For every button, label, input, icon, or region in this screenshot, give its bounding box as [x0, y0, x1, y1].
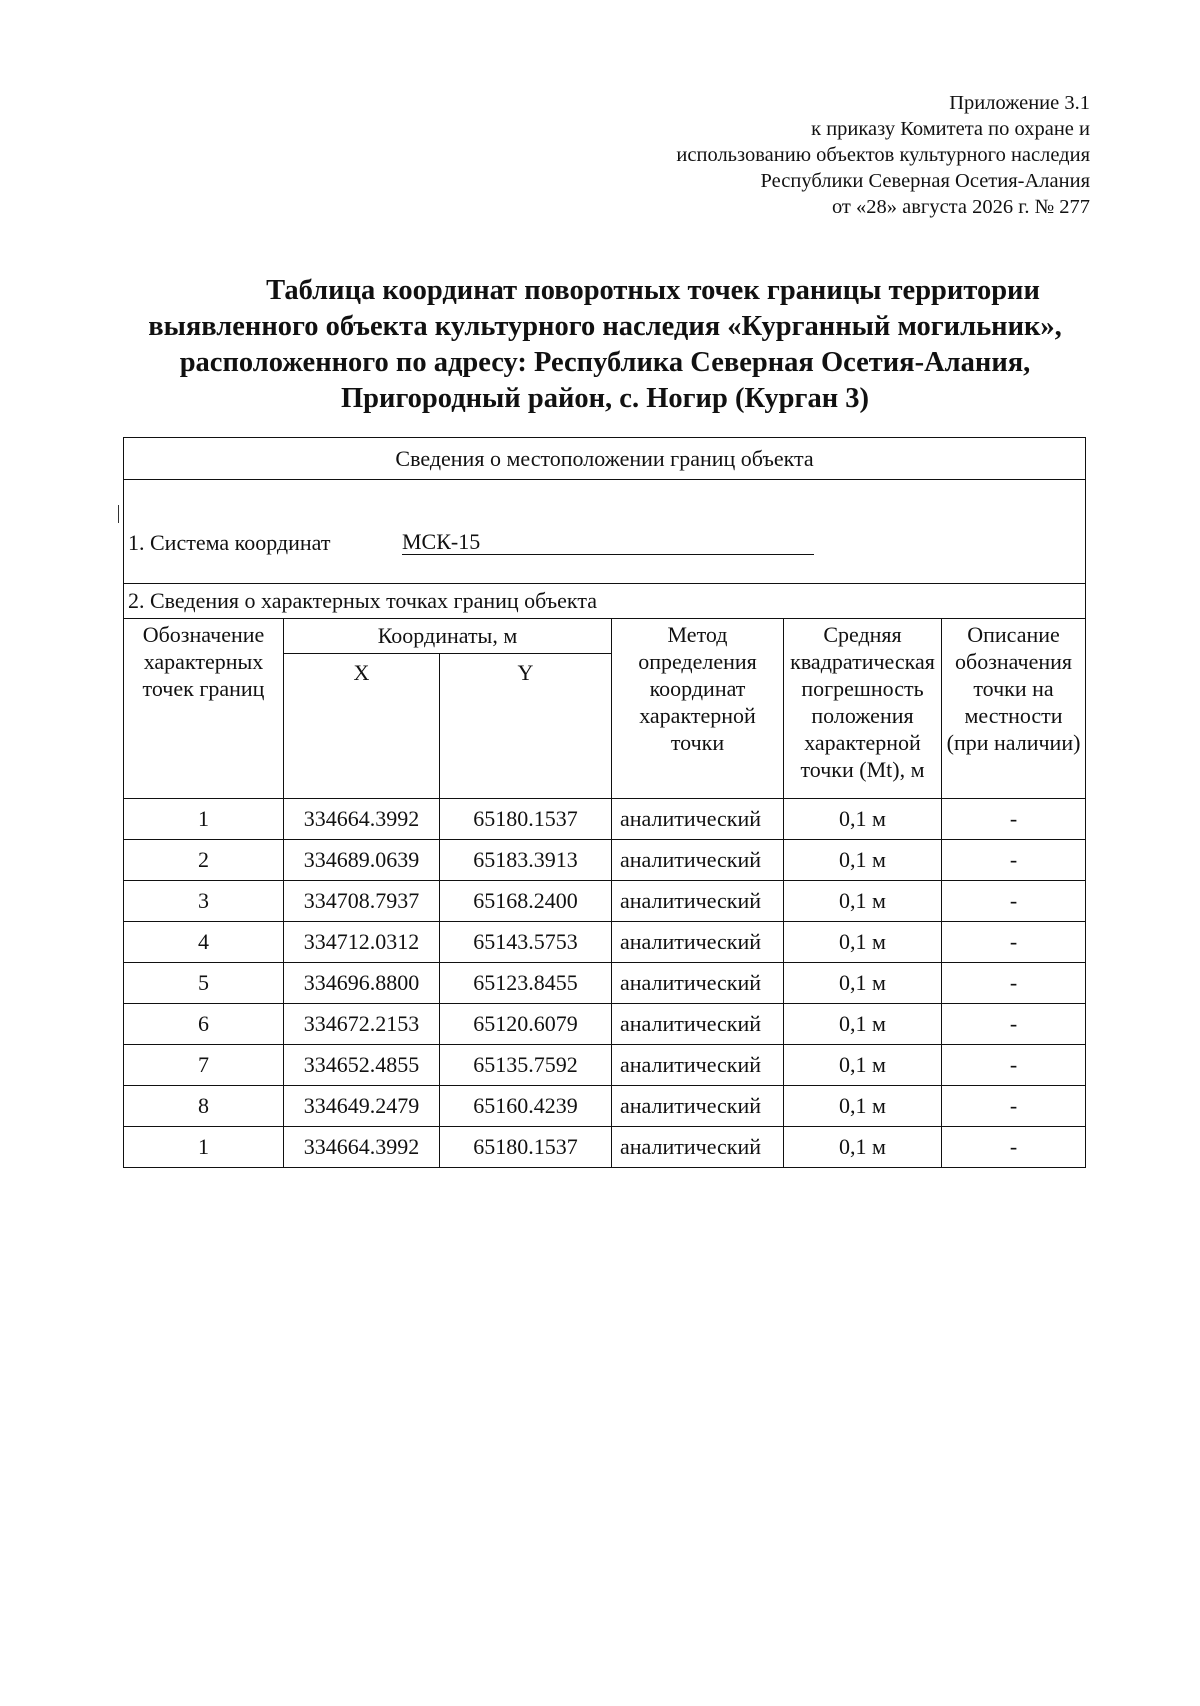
description-cell: - — [942, 1004, 1086, 1045]
column-header-error: Средняя квадратическая погрешность положения характерной точки (Mt), м — [784, 619, 942, 799]
table-row — [124, 922, 1086, 963]
table-row — [124, 1086, 1086, 1127]
method-cell: аналитический — [612, 1127, 784, 1168]
table-body — [124, 799, 1086, 1168]
coordinate-system-label: 1. Система координат — [128, 530, 331, 555]
point-cell: 6 — [124, 1004, 284, 1045]
annex-line: от «28» августа 2026 г. № 277 — [831, 196, 1090, 218]
annex-reference — [570, 90, 1090, 220]
y-cell: 65160.4239 — [440, 1086, 612, 1127]
annex-line: Приложение 3.1 — [949, 92, 1090, 114]
y-cell: 65180.1537 — [440, 799, 612, 840]
x-cell: 334696.8800 — [284, 963, 440, 1004]
x-cell: 334664.3992 — [284, 1127, 440, 1168]
title-line: Таблица координат поворотных точек границы территории — [266, 275, 1040, 306]
method-cell: аналитический — [612, 1004, 784, 1045]
table-row — [124, 881, 1086, 922]
y-cell: 65143.5753 — [440, 922, 612, 963]
table-row — [124, 799, 1086, 840]
error-cell: 0,1 м — [784, 1045, 942, 1086]
point-cell: 8 — [124, 1086, 284, 1127]
description-cell: - — [942, 963, 1086, 1004]
y-cell: 65168.2400 — [440, 881, 612, 922]
point-cell: 1 — [124, 1127, 284, 1168]
point-cell: 5 — [124, 963, 284, 1004]
method-cell: аналитический — [612, 881, 784, 922]
method-cell: аналитический — [612, 840, 784, 881]
column-header-method: Метод определения координат характерной точки — [612, 619, 784, 799]
point-cell: 1 — [124, 799, 284, 840]
error-cell: 0,1 м — [784, 881, 942, 922]
method-cell: аналитический — [612, 1086, 784, 1127]
x-cell: 334649.2479 — [284, 1086, 440, 1127]
column-header-y: Y — [440, 654, 612, 799]
points-header: 2. Сведения о характерных точках границ объекта — [124, 584, 1086, 619]
title-line: расположенного по адресу: Республика Северная Осетия-Алания, — [179, 347, 1031, 378]
table-row — [124, 1045, 1086, 1086]
error-cell: 0,1 м — [784, 963, 942, 1004]
document-title — [110, 273, 1100, 417]
y-cell: 65120.6079 — [440, 1004, 612, 1045]
table-row — [124, 1004, 1086, 1045]
y-cell: 65183.3913 — [440, 840, 612, 881]
x-cell: 334708.7937 — [284, 881, 440, 922]
coordinates-table — [123, 437, 1086, 1168]
column-header-coordinates: Координаты, м — [284, 619, 612, 654]
error-cell: 0,1 м — [784, 922, 942, 963]
point-cell: 7 — [124, 1045, 284, 1086]
y-cell: 65135.7592 — [440, 1045, 612, 1086]
error-cell: 0,1 м — [784, 1127, 942, 1168]
point-cell: 2 — [124, 840, 284, 881]
method-cell: аналитический — [612, 799, 784, 840]
coordinate-system-value: МСК-15 — [402, 530, 814, 555]
description-cell: - — [942, 799, 1086, 840]
x-cell: 334689.0639 — [284, 840, 440, 881]
section-header: Сведения о местоположении границ объекта — [124, 438, 1086, 480]
method-cell: аналитический — [612, 1045, 784, 1086]
error-cell: 0,1 м — [784, 799, 942, 840]
error-cell: 0,1 м — [784, 1086, 942, 1127]
description-cell: - — [942, 1127, 1086, 1168]
table-row — [124, 963, 1086, 1004]
y-cell: 65180.1537 — [440, 1127, 612, 1168]
description-cell: - — [942, 881, 1086, 922]
point-cell: 4 — [124, 922, 284, 963]
description-cell: - — [942, 840, 1086, 881]
description-cell: - — [942, 922, 1086, 963]
column-header-description: Описание обозначения точки на местности (при наличии) — [942, 619, 1086, 799]
description-cell: - — [942, 1045, 1086, 1086]
x-cell: 334712.0312 — [284, 922, 440, 963]
error-cell: 0,1 м — [784, 1004, 942, 1045]
title-line: Пригородный район, с. Ногир (Курган 3) — [341, 383, 869, 414]
column-header-x: X — [284, 654, 440, 799]
method-cell: аналитический — [612, 963, 784, 1004]
y-cell: 65123.8455 — [440, 963, 612, 1004]
title-line: выявленного объекта культурного наследия «Курганный могильник», — [148, 311, 1062, 342]
error-cell: 0,1 м — [784, 840, 942, 881]
point-cell: 3 — [124, 881, 284, 922]
table-row — [124, 1127, 1086, 1168]
annex-line: к приказу Комитета по охране и — [811, 118, 1090, 140]
x-cell: 334652.4855 — [284, 1045, 440, 1086]
margin-mark — [118, 505, 119, 523]
table-row — [124, 840, 1086, 881]
x-cell: 334664.3992 — [284, 799, 440, 840]
annex-line: использованию объектов культурного наследия — [676, 144, 1090, 166]
coordinate-system-row — [124, 480, 1086, 584]
method-cell: аналитический — [612, 922, 784, 963]
annex-line: Республики Северная Осетия-Алания — [760, 170, 1090, 192]
column-header-designation: Обозначение характерных точек границ — [124, 619, 284, 799]
description-cell: - — [942, 1086, 1086, 1127]
x-cell: 334672.2153 — [284, 1004, 440, 1045]
